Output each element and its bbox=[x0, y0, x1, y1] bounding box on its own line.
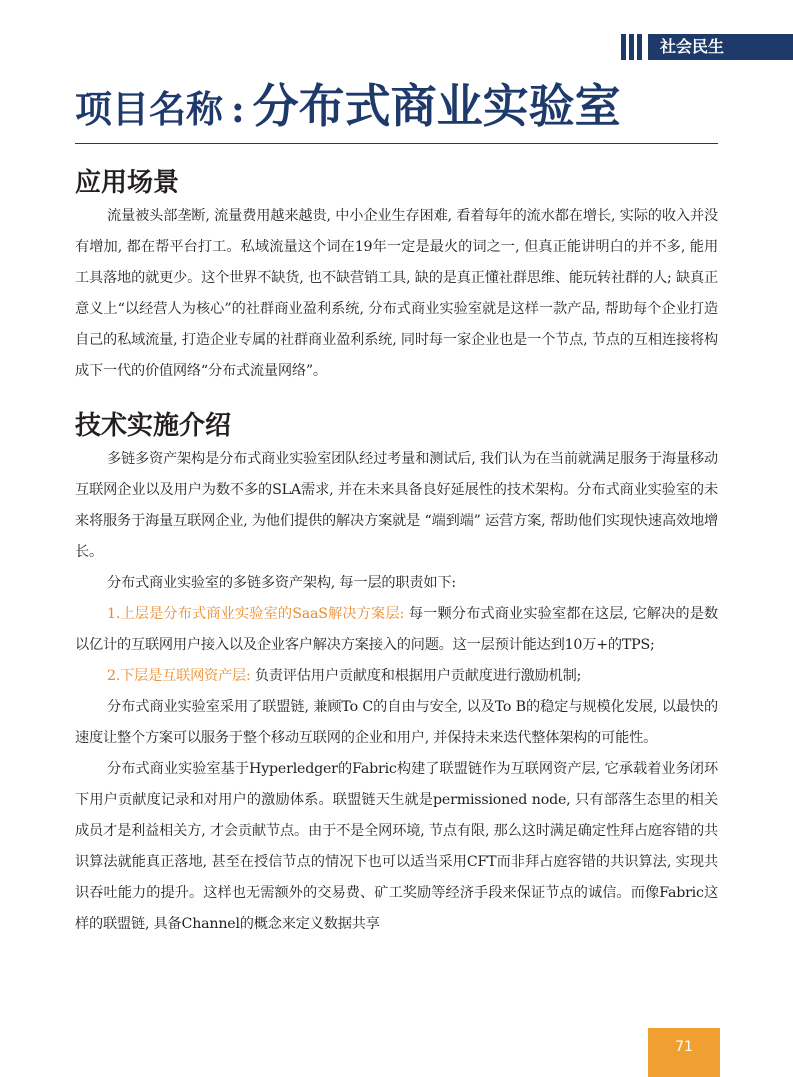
section-heading-technical: 技术实施介绍 bbox=[75, 411, 232, 441]
paragraph-text: 分布式商业实验室的多链多资产架构, 每一层的职责如下: bbox=[107, 575, 456, 591]
paragraph bbox=[75, 599, 718, 661]
paragraph-text: 分布式商业实验室采用了联盟链, 兼顾To C的自由与安全, 以及To B的稳定与规模化发展, 以最快的速度让整个方案可以服务于整个移动互联网的企业和用户, 并保持未来迭代整体架构的可能性。 bbox=[75, 699, 718, 746]
paragraph-text: 多链多资产架构是分布式商业实验室团队经过考量和测试后, 我们认为在当前就满足服务于海量移动互联网企业以及用户为数不多的SLA需求, 并在未来具备良好延展性的技术架构。分布式商业实验室的未来将服务于海量互联网企业, 为他们提供的解决方案就是 “端到端” 运营方案, 帮助他们实现快速高效地增长。 bbox=[75, 451, 718, 560]
page-number: 71 bbox=[648, 1028, 720, 1077]
section-tag bbox=[621, 34, 793, 60]
page-title bbox=[75, 70, 621, 136]
paragraph bbox=[75, 754, 718, 940]
section-body-technical bbox=[75, 444, 718, 940]
title-colon: : bbox=[231, 87, 245, 131]
paragraph bbox=[75, 568, 718, 599]
paragraph-text: 负责评估用户贡献度和根据用户贡献度进行激励机制; bbox=[250, 668, 582, 684]
paragraph bbox=[75, 444, 718, 568]
paragraph-text: 每一颗分布式商业实验室都在这层, 它解决的是数以亿计的互联网用户接入以及企业客户解决方案接入的问题。这一层预计能达到10万+的TPS; bbox=[75, 606, 719, 653]
title-divider bbox=[75, 143, 718, 144]
highlight-text: 1.上层是分布式商业实验室的SaaS解决方案层: bbox=[107, 606, 405, 622]
paragraph-text: 分布式商业实验室基于Hyperledger的Fabric构建了联盟链作为互联网资产层, 它承载着业务闭环下用户贡献度记录和对用户的激励体系。联盟链天生就是permissioned node, 只有部落生态里的相关成员才是利益相关方, 才会贡献节点。由于不是全网环境, 节点有限, 那么这时满足确定性拜占庭容错的共识算法就能真正落地, 甚至在授信节点的情况下也可以适当采用CFT而非拜占庭容错的共识算法, 实现共识吞吐能力的提升。这样也无需额外的交易费、矿工奖励等经济手段来保证节点的诚信。而像Fabric这样的联盟链, 具备Channel的概念来定义数据共享 bbox=[75, 761, 718, 932]
paragraph bbox=[75, 661, 718, 692]
section-tag-label: 社会民生 bbox=[648, 34, 793, 60]
title-label: 项目名称 bbox=[75, 87, 223, 131]
section-body-application bbox=[75, 201, 718, 387]
paragraph bbox=[75, 692, 718, 754]
project-name: 分布式商业实验室 bbox=[252, 79, 621, 133]
tag-decoration-bars bbox=[621, 34, 642, 60]
highlight-text: 2.下层是互联网资产层: bbox=[107, 668, 251, 684]
section-heading-application: 应用场景 bbox=[75, 168, 180, 198]
paragraph: 流量被头部垄断, 流量费用越来越贵, 中小企业生存困难, 看着每年的流水都在增长, 实际的收入并没有增加, 都在帮平台打工。私域流量这个词在19年一定是最火的词之一, 但真正能讲明白的并不多, 能用工具落地的就更少。这个世界不缺货, 也不缺营销工具, 缺的是真正懂社群思维、能玩转社群的人; 缺真正意义上“以经营人为核心”的社群商业盈利系统, 分布式商业实验室就是这样一款产品, 帮助每个企业打造自己的私域流量, 打造企业专属的社群商业盈利系统, 同时每一家企业也是一个节点, 节点的互相连接将构成下一代的价值网络“分布式流量网络”。 bbox=[75, 208, 718, 379]
